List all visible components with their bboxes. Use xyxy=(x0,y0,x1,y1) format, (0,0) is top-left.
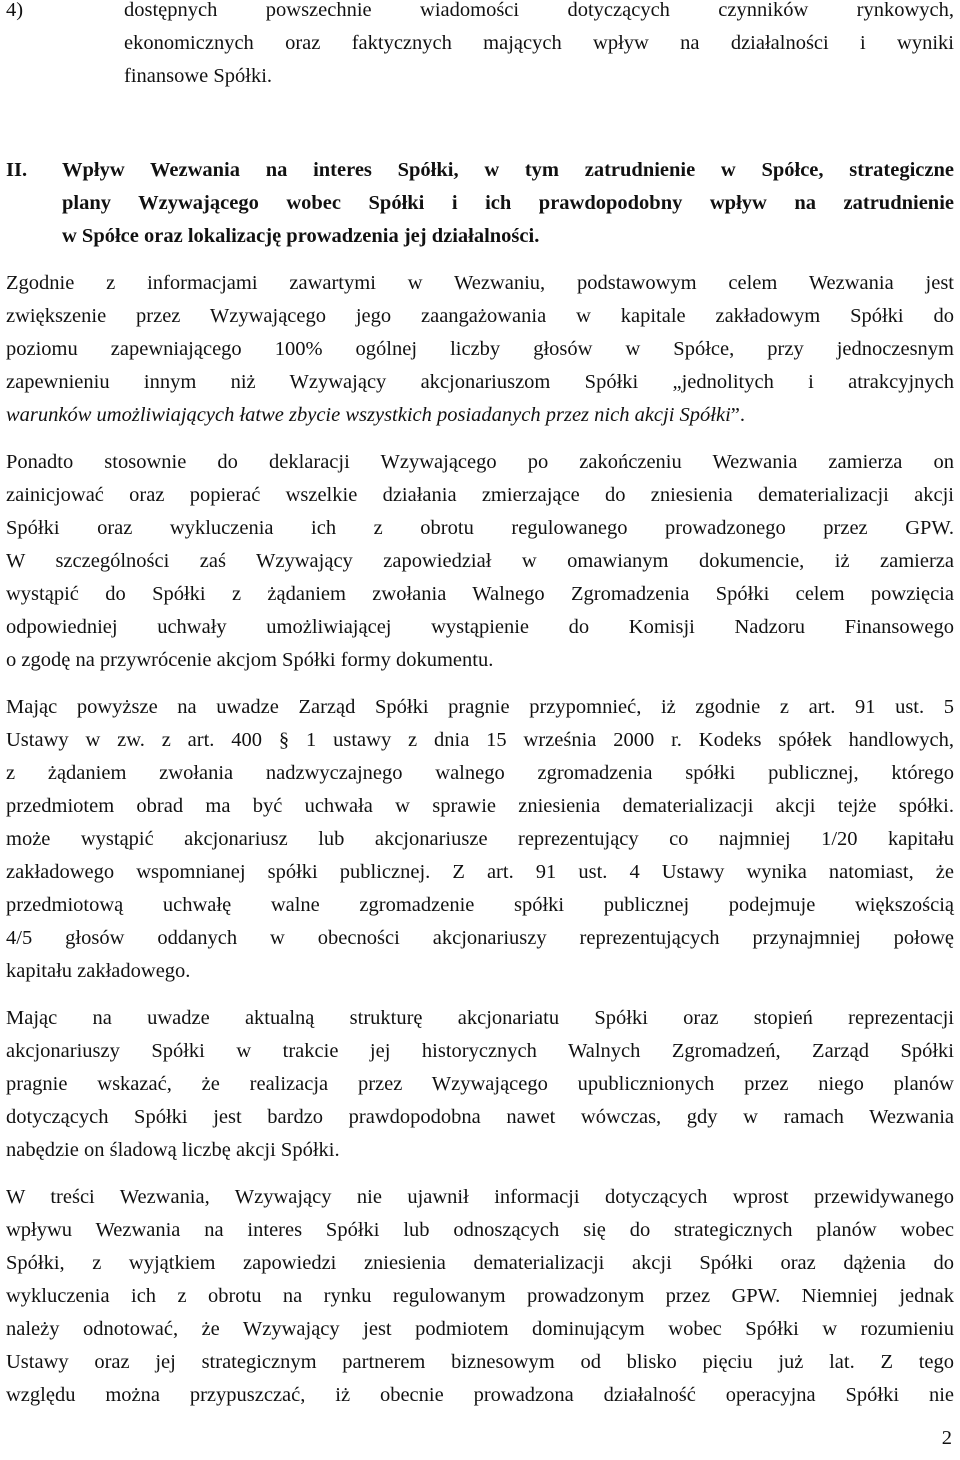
paragraph-line: zwiększenie przez Wzywającego jego zaangażowania w kapitale zakładowym Spółki do xyxy=(6,305,954,327)
paragraph-line: pragnie wskazać, że realizacja przez Wzywającego upublicznionych przez niego planów xyxy=(6,1073,954,1095)
paragraph-line xyxy=(6,399,954,432)
paragraph-line: o zgodę na przywrócenie akcjom Spółki formy dokumentu. xyxy=(6,649,494,671)
paragraph-line: odpowiedniej uchwały umożliwiającej wystąpienie do Komisji Nadzoru Finansowego xyxy=(6,616,954,638)
list-item-line: finansowe Spółki. xyxy=(124,65,273,87)
page-number: 2 xyxy=(941,1427,952,1449)
paragraph-line: W szczególności zaś Wzywający zapowiedział w omawianym dokumencie, iż zamierza xyxy=(6,550,954,572)
paragraph-line: względu można przypuszczać, iż obecnie prowadzona działalność operacyjna Spółki nie xyxy=(6,1384,954,1406)
paragraph-line: należy odnotować, że Wzywający jest podmiotem dominującym wobec Spółki w rozumieniu xyxy=(6,1318,954,1340)
paragraph-line: zakładowego wspomnianej spółki publicznej. Z art. 91 ust. 4 Ustawy wynika natomiast, że xyxy=(6,861,954,883)
paragraph-line: wystąpić do Spółki z żądaniem zwołania Walnego Zgromadzenia Spółki celem powzięcia xyxy=(6,583,954,605)
paragraph-line: akcjonariuszy Spółki w trakcie jej historycznych Walnych Zgromadzeń, Zarząd Spółki xyxy=(6,1040,954,1062)
section-heading-line: w Spółce oraz lokalizację prowadzenia jej działalności. xyxy=(62,225,540,247)
paragraph-line: z żądaniem zwołania nadzwyczajnego walnego zgromadzenia spółki publicznej, którego xyxy=(6,762,954,784)
section-number: II. xyxy=(6,159,28,181)
paragraph-line: W treści Wezwania, Wzywający nie ujawnił informacji dotyczących wprost przewidywanego xyxy=(6,1186,954,1208)
paragraph-line: Ponadto stosownie do deklaracji Wzywającego po zakończeniu Wezwania zamierza on xyxy=(6,451,954,473)
list-item-number: 4) xyxy=(6,0,24,21)
paragraph-line: wykluczenia ich z obrotu na rynku regulowanym prowadzonym przez GPW. Niemniej jednak xyxy=(6,1285,954,1307)
quoted-text: warunków umożliwiających łatwe zbycie wszystkich posiadanych przez nich akcji Spółki xyxy=(6,404,731,426)
paragraph-line: zapewnieniu innym niż Wzywający akcjonariuszom Spółki „jednolitych i atrakcyjnych xyxy=(6,371,954,393)
paragraph-line: Spółki oraz wykluczenia ich z obrotu regulowanego prowadzonego przez GPW. xyxy=(6,517,954,539)
section-heading-line: plany Wzywającego wobec Spółki i ich prawdopodobny wpływ na zatrudnienie xyxy=(62,192,954,214)
paragraph-line: przedmiotem obrad ma być uchwała w sprawie zniesienia dematerializacji akcji tejże spółki. xyxy=(6,795,954,817)
paragraph-line: kapitału zakładowego. xyxy=(6,960,191,982)
paragraph-line: poziomu zapewniającego 100% ogólnej liczby głosów w Spółce, przy jednoczesnym xyxy=(6,338,954,360)
paragraph-line: Ustawy oraz jej strategicznym partnerem biznesowym od blisko pięciu już lat. Z tego xyxy=(6,1351,954,1373)
list-item-line: dostępnych powszechnie wiadomości dotyczących czynników rynkowych, xyxy=(124,0,954,21)
section-heading-line: Wpływ Wezwania na interes Spółki, w tym zatrudnienie w Spółce, strategiczne xyxy=(62,159,954,181)
list-item-line: ekonomicznych oraz faktycznych mających wpływ na działalności i wyniki xyxy=(124,32,954,54)
paragraph-line: Mając na uwadze aktualną strukturę akcjonariatu Spółki oraz stopień reprezentacji xyxy=(6,1007,954,1029)
paragraph-line: nabędzie on śladową liczbę akcji Spółki. xyxy=(6,1139,340,1161)
paragraph-line: Spółki, z wyjątkiem zapowiedzi zniesienia dematerializacji akcji Spółki oraz dążenia do xyxy=(6,1252,954,1274)
paragraph-line: Mając powyższe na uwadze Zarząd Spółki pragnie przypomnieć, iż zgodnie z art. 91 ust. 5 xyxy=(6,696,954,718)
paragraph-line: Zgodnie z informacjami zawartymi w Wezwaniu, podstawowym celem Wezwania jest xyxy=(6,272,954,294)
paragraph-line: 4/5 głosów oddanych w obecności akcjonariuszy reprezentujących przynajmniej połowę xyxy=(6,927,954,949)
closing-quote: ”. xyxy=(730,404,746,426)
paragraph-line: może wystąpić akcjonariusz lub akcjonariusze reprezentujący co najmniej 1/20 kapitału xyxy=(6,828,954,850)
paragraph-line: Ustawy w zw. z art. 400 § 1 ustawy z dnia 15 września 2000 r. Kodeks spółek handlowych, xyxy=(6,729,954,751)
paragraph-line: przedmiotową uchwałę walne zgromadzenie spółki publicznej podejmuje większością xyxy=(6,894,954,916)
paragraph-line: zainicjować oraz popierać wszelkie działania zmierzające do zniesienia dematerializacji akcji xyxy=(6,484,954,506)
paragraph-line: wpływu Wezwania na interes Spółki lub odnoszących się do strategicznych planów wobec xyxy=(6,1219,954,1241)
paragraph-line: dotyczących Spółki jest bardzo prawdopodobna nawet wówczas, gdy w ramach Wezwania xyxy=(6,1106,954,1128)
